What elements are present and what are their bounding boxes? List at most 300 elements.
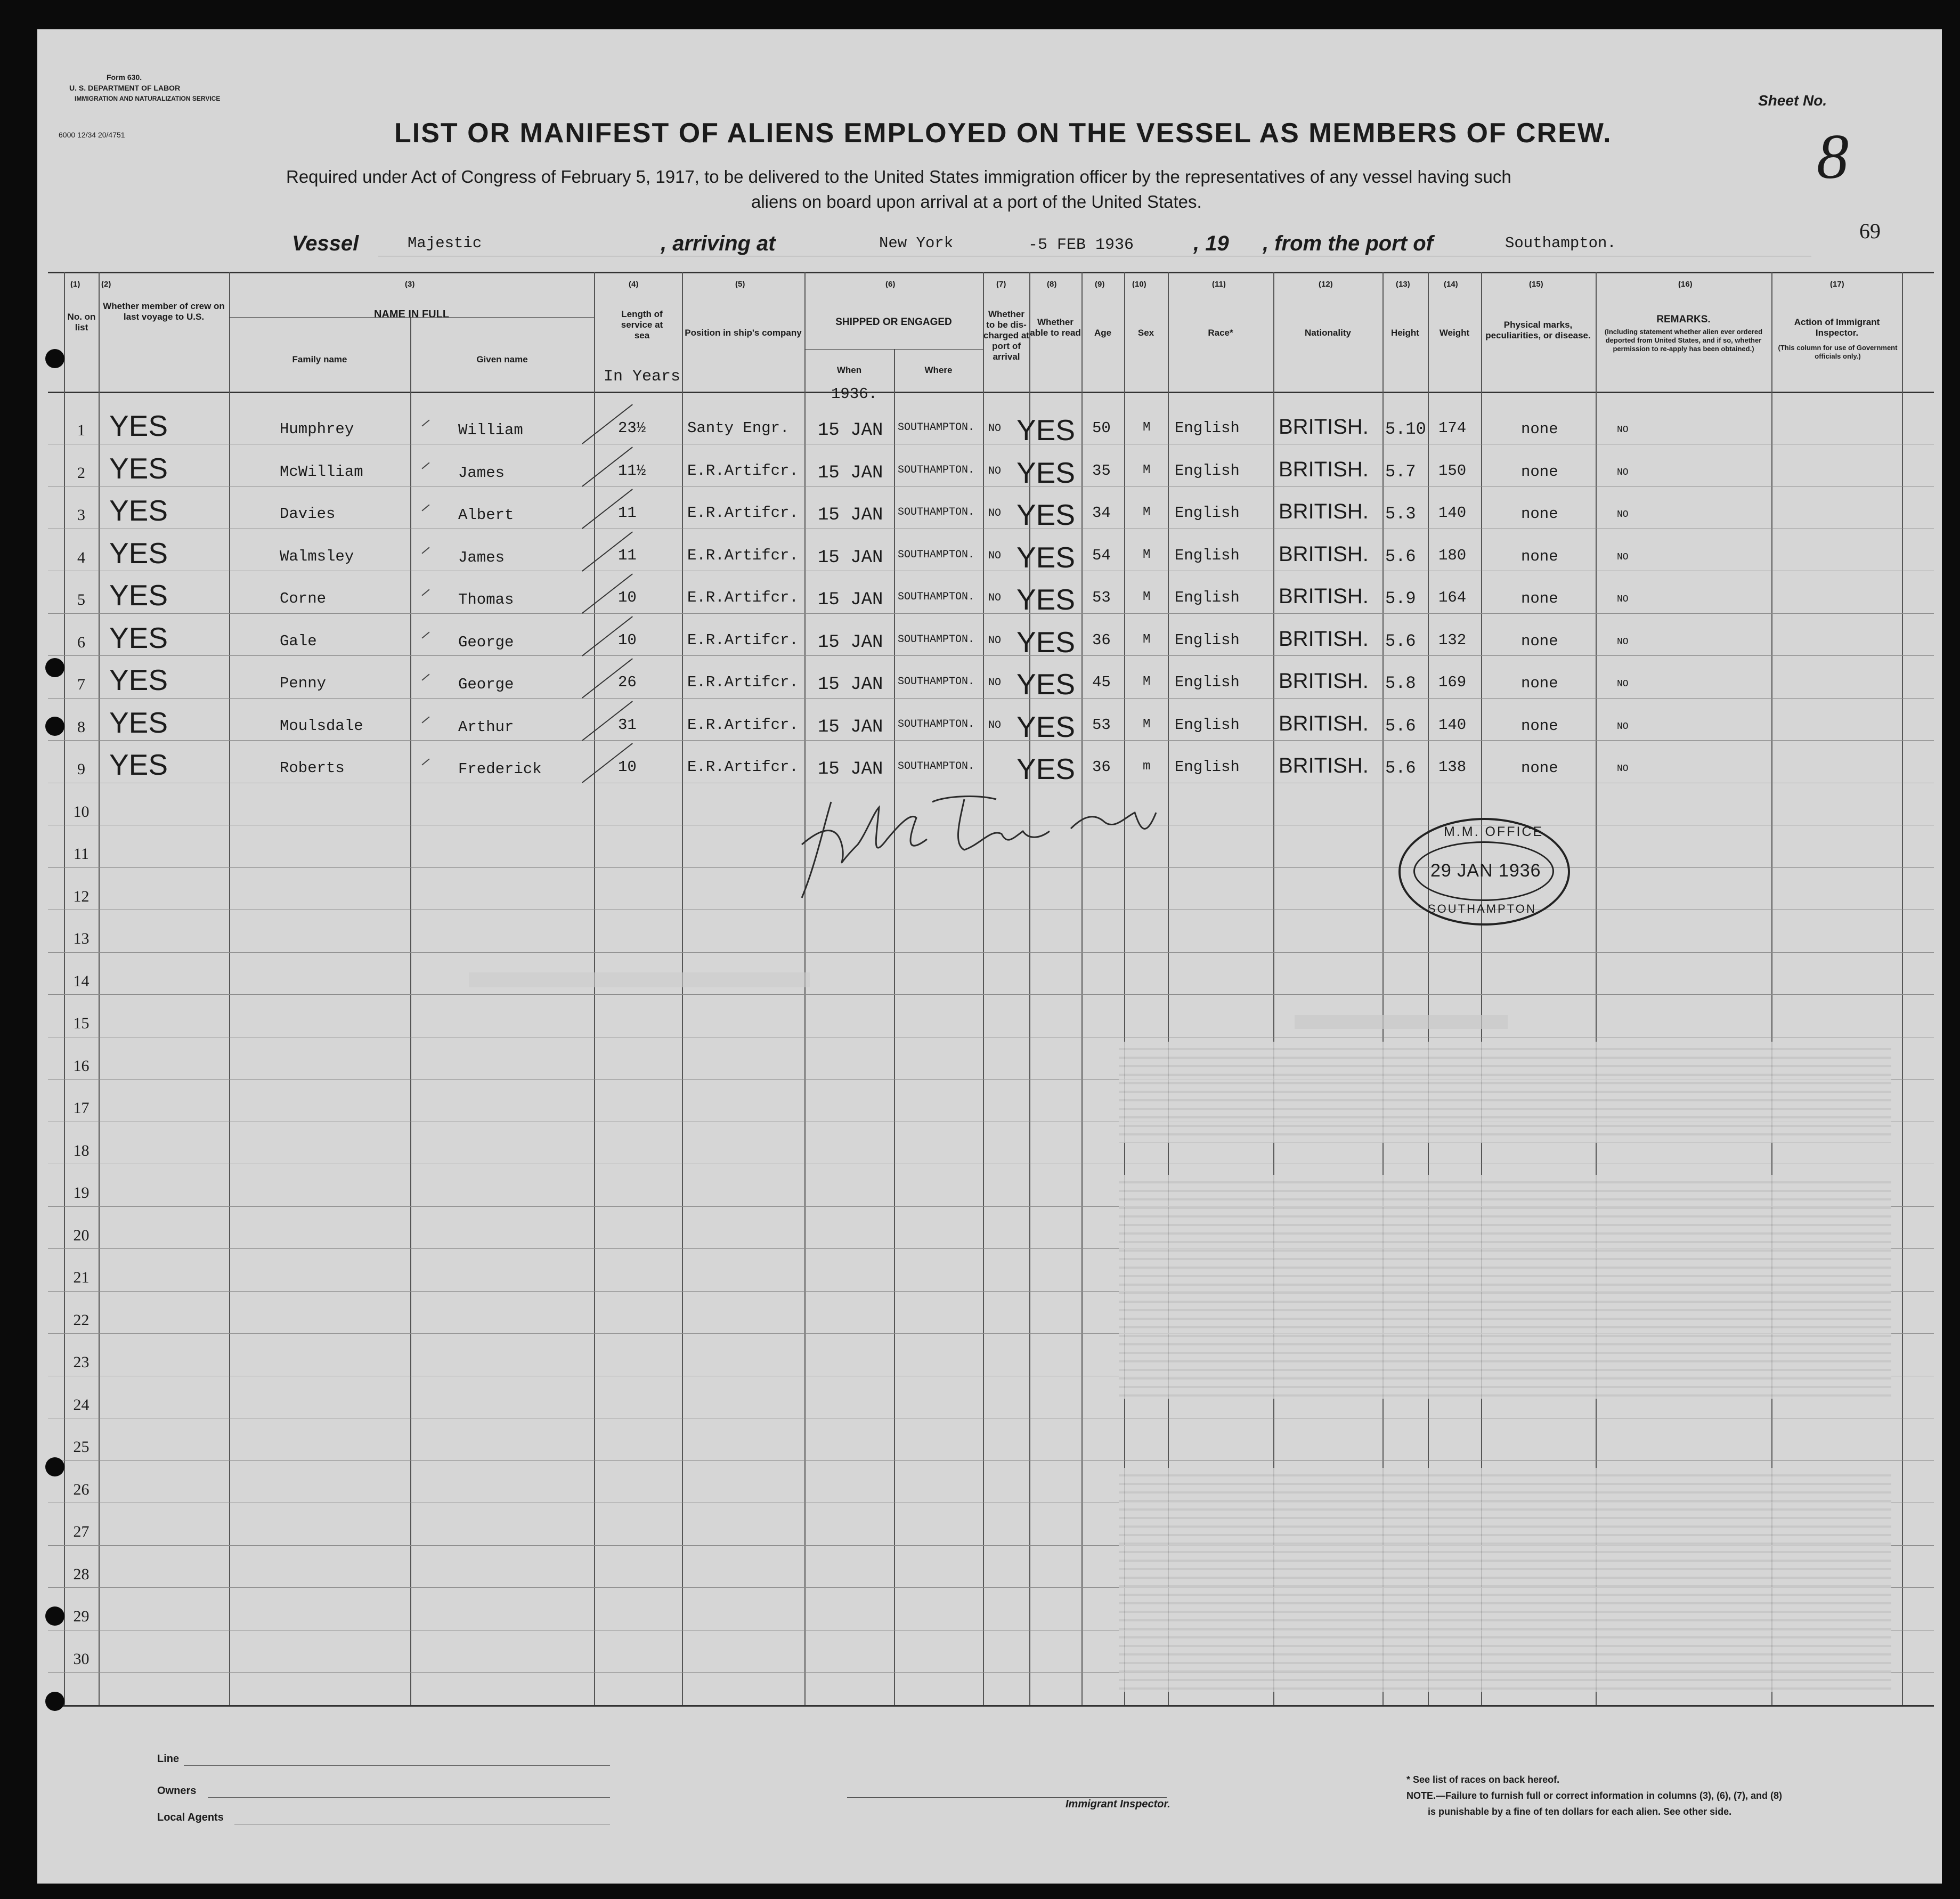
row-number: 29 (73, 1608, 90, 1625)
row-number: 30 (73, 1650, 90, 1668)
crew-position: Santy Engr. (687, 419, 790, 437)
crew-given-name: George (458, 676, 514, 693)
office-stamp (1398, 818, 1569, 924)
crew-discharge: NO (988, 423, 1002, 435)
crew-nationality: BRITISH. (1279, 542, 1369, 566)
crew-service-years: 11 (618, 546, 637, 564)
crew-prior-voyage: YES (109, 663, 168, 696)
crew-age: 50 (1092, 419, 1111, 437)
crew-given-name: William (458, 421, 523, 439)
row-number: 22 (73, 1311, 90, 1329)
crew-height: 5.6 (1385, 631, 1416, 651)
crew-shipped-where: SOUTHAMPTON. (898, 718, 975, 731)
crew-given-name: Frederick (458, 760, 542, 778)
crew-nationality: BRITISH. (1279, 754, 1369, 777)
col-header-inspector-note: (This column for use of Government officials only.) (1778, 344, 1898, 360)
col-divider-1 (99, 272, 100, 1705)
crew-weight: 169 (1438, 673, 1467, 691)
col-header-remarks-note: (Including statement whether alien ever ordered deported from United States, and if so, whether permission to re-apply has been obtained.) (1604, 328, 1763, 353)
punch-hole (45, 1692, 64, 1711)
row-number: 9 (77, 760, 85, 778)
crew-remarks: NO (1617, 551, 1629, 563)
crew-prior-voyage: YES (109, 451, 168, 485)
crew-able-to-read: YES (1016, 413, 1076, 447)
crew-service-years: 10 (618, 758, 637, 776)
crew-remarks: NO (1617, 721, 1629, 732)
crew-sex: m (1143, 759, 1151, 774)
row-number: 12 (73, 887, 90, 905)
footer-note-fine-2: is punishable by a fine of ten dollars for each alien. See other side. (1428, 1806, 1732, 1817)
crew-shipped-when: 15 JAN (818, 547, 883, 568)
crew-sex: M (1143, 632, 1151, 647)
crew-weight: 164 (1438, 589, 1467, 606)
inspector-signature (772, 781, 1199, 919)
crew-service-years: 31 (618, 716, 637, 734)
crew-shipped-when: 15 JAN (818, 717, 883, 737)
crew-race: English (1175, 716, 1240, 734)
col-num-10: (10) (1132, 280, 1146, 289)
col-header-discharge: Whether to be dis-charged at port of arrival (983, 309, 1029, 362)
crew-physical-marks: none (1521, 420, 1558, 438)
shipped-year: 1936. (831, 385, 878, 403)
crew-sex: M (1143, 547, 1151, 562)
col-num-6: (6) (885, 280, 896, 289)
col-header-inspector: Action of Immigrant Inspector. (1794, 317, 1880, 338)
crew-physical-marks: none (1521, 462, 1558, 481)
crew-remarks: NO (1617, 636, 1629, 647)
crew-shipped-when: 15 JAN (818, 505, 883, 525)
col-divider-4 (594, 272, 595, 1705)
row-rule (48, 613, 1934, 614)
col-num-11: (11) (1212, 280, 1226, 289)
col-header-weight: Weight (1439, 328, 1470, 338)
crew-discharge: NO (988, 634, 1002, 647)
crew-remarks: NO (1617, 509, 1629, 520)
vessel-name: Majestic (408, 234, 482, 252)
row-rule (48, 740, 1934, 741)
crew-shipped-where: SOUTHAMPTON. (898, 591, 975, 603)
crew-service-years: 10 (618, 631, 637, 649)
crew-age: 53 (1092, 589, 1111, 606)
col-divider-19 (1902, 272, 1903, 1705)
row-number: 23 (73, 1353, 90, 1371)
stamp-top-text: M.M. OFFICE (1444, 824, 1544, 839)
col-num-12: (12) (1319, 280, 1333, 289)
tick-mark (421, 547, 429, 554)
crew-position: E.R.Artifcr. (687, 461, 799, 480)
crew-family-name: Roberts (280, 759, 345, 777)
col-num-5: (5) (735, 280, 745, 289)
col-header-number: No. on list (67, 312, 96, 332)
punch-hole (45, 349, 64, 368)
crew-family-name: Gale (280, 632, 317, 650)
crew-sex: M (1143, 675, 1151, 689)
crew-race: English (1175, 589, 1240, 606)
col-num-17: (17) (1830, 280, 1844, 289)
col-header-sex: Sex (1137, 328, 1154, 338)
crew-physical-marks: none (1521, 505, 1558, 523)
crew-height: 5.6 (1385, 716, 1416, 736)
col-header-service: Length of service at sea (621, 309, 663, 340)
crew-height: 5.6 (1385, 758, 1416, 778)
crew-position: E.R.Artifcr. (687, 546, 799, 564)
crew-sex: M (1143, 717, 1151, 732)
crew-prior-voyage: YES (109, 621, 168, 654)
crew-age: 36 (1092, 758, 1111, 776)
crew-nationality: BRITISH. (1279, 711, 1369, 735)
crew-age: 35 (1092, 461, 1111, 480)
crew-able-to-read: YES (1016, 668, 1076, 701)
row-number: 1 (77, 421, 85, 439)
crew-sex: M (1143, 505, 1151, 520)
col-header-marks: Physical marks, peculiarities, or disease. (1485, 320, 1591, 340)
punch-hole (45, 1606, 64, 1626)
crew-able-to-read: YES (1016, 710, 1076, 743)
crew-shipped-when: 15 JAN (818, 590, 883, 610)
service-unit: In Years (604, 368, 681, 386)
row-number: 17 (73, 1099, 90, 1117)
crew-position: E.R.Artifcr. (687, 673, 799, 691)
crew-shipped-when: 15 JAN (818, 675, 883, 695)
crew-height: 5.6 (1385, 546, 1416, 566)
footer-note-fine: NOTE.—Failure to furnish full or correct information in columns (3), (6), (7), and (8) (1406, 1790, 1783, 1801)
crew-family-name: McWilliam (280, 462, 363, 481)
crew-remarks: NO (1617, 594, 1629, 605)
col-header-remarks: REMARKS. (1656, 314, 1711, 325)
crew-physical-marks: none (1521, 717, 1558, 735)
col-num-1: (1) (70, 280, 80, 289)
footer-note-races: * See list of races on back hereof. (1406, 1774, 1560, 1785)
row-number: 13 (73, 930, 90, 947)
sheet-corner-number: 69 (1859, 219, 1881, 243)
col-divider-3 (410, 317, 411, 1705)
bleed-through-text-2 (1119, 1175, 1891, 1399)
crew-family-name: Humphrey (280, 420, 354, 438)
crew-prior-voyage: YES (109, 409, 168, 442)
col-header-read: Whether able to read (1030, 317, 1081, 338)
sheet-label: Sheet No. (1758, 92, 1827, 109)
crew-weight: 140 (1438, 504, 1467, 522)
crew-weight: 132 (1438, 631, 1467, 649)
tick-mark (421, 716, 429, 723)
col-num-16: (16) (1678, 280, 1693, 289)
col-divider-6 (804, 272, 806, 1705)
row-number: 15 (73, 1015, 90, 1032)
crew-weight: 138 (1438, 758, 1467, 776)
sheet-number: 8 (1817, 121, 1849, 192)
row-number: 3 (77, 506, 85, 524)
arriving-label: , arriving at (661, 232, 776, 255)
crew-remarks: NO (1617, 425, 1629, 435)
crew-age: 45 (1092, 673, 1111, 691)
crew-able-to-read: YES (1016, 540, 1076, 574)
crew-able-to-read: YES (1016, 752, 1076, 785)
crew-physical-marks: none (1521, 632, 1558, 650)
col-header-height: Height (1391, 328, 1419, 338)
crew-sex: M (1143, 462, 1151, 477)
crew-nationality: BRITISH. (1279, 669, 1369, 693)
crew-shipped-when: 15 JAN (818, 759, 883, 780)
crew-nationality: BRITISH. (1279, 585, 1369, 608)
crew-position: E.R.Artifcr. (687, 758, 799, 776)
col-header-when: When (836, 365, 862, 375)
stamp-bottom-text: SOUTHAMPTON (1428, 902, 1536, 915)
crew-race: English (1175, 631, 1240, 649)
table-top-border (48, 272, 1934, 273)
crew-remarks: NO (1617, 679, 1629, 689)
form-number: Form 630. (107, 73, 142, 82)
footer-line-label: Line (157, 1753, 180, 1765)
crew-age: 53 (1092, 716, 1111, 734)
crew-position: E.R.Artifcr. (687, 716, 799, 734)
year-label: , 19 (1193, 232, 1229, 255)
crew-physical-marks: none (1521, 547, 1558, 565)
crew-position: E.R.Artifcr. (687, 504, 799, 522)
col-header-race: Race* (1208, 328, 1233, 338)
col-num-15: (15) (1529, 280, 1543, 289)
crew-weight: 140 (1438, 716, 1467, 734)
crew-discharge: NO (988, 549, 1002, 562)
manifest-title: LIST OR MANIFEST OF ALIENS EMPLOYED ON THE VESSEL AS MEMBERS OF CREW. (394, 118, 1612, 149)
crew-nationality: BRITISH. (1279, 457, 1369, 481)
arrival-date-stamp: -5 FEB 1936 (1028, 236, 1134, 254)
crew-height: 5.3 (1385, 504, 1416, 524)
crew-given-name: James (458, 464, 505, 482)
crew-given-name: George (458, 633, 514, 651)
footer-inspector-label: Immigrant Inspector. (1066, 1798, 1170, 1810)
crew-race: English (1175, 758, 1240, 776)
col-num-7: (7) (996, 280, 1006, 289)
col-num-3: (3) (405, 280, 415, 289)
crew-prior-voyage: YES (109, 536, 168, 570)
row-number: 26 (73, 1480, 90, 1498)
crew-discharge: NO (988, 677, 1002, 689)
crew-race: English (1175, 546, 1240, 564)
row-number: 4 (77, 548, 85, 566)
tick-mark (421, 631, 429, 638)
crew-service-years: 11 (618, 504, 637, 522)
row-rule (48, 994, 1934, 995)
row-number: 8 (77, 718, 85, 736)
footer-line-blank (184, 1765, 610, 1766)
crew-weight: 180 (1438, 546, 1467, 564)
stamp-date: 29 JAN 1936 (1430, 861, 1541, 881)
crew-race: English (1175, 419, 1240, 437)
crew-given-name: Arthur (458, 718, 514, 736)
col-header-name: NAME IN FULL (373, 309, 450, 320)
crew-discharge: NO (988, 465, 1002, 477)
punch-hole (45, 1457, 64, 1476)
crew-sex: M (1143, 420, 1151, 435)
crew-physical-marks: none (1521, 590, 1558, 607)
crew-prior-voyage: YES (109, 748, 168, 781)
col-num-14: (14) (1444, 280, 1458, 289)
service-name: IMMIGRATION AND NATURALIZATION SERVICE (75, 95, 221, 102)
bleed-through-heading (469, 972, 810, 987)
inspector-sign-line (847, 1797, 1167, 1798)
punch-hole (45, 658, 64, 677)
arrival-port: New York (879, 234, 954, 252)
crew-shipped-where: SOUTHAMPTON. (898, 760, 975, 773)
crew-nationality: BRITISH. (1279, 500, 1369, 523)
crew-able-to-read: YES (1016, 625, 1076, 659)
crew-discharge: NO (988, 507, 1002, 520)
col-num-8: (8) (1047, 280, 1057, 289)
row-number: 2 (77, 464, 85, 482)
row-number: 24 (73, 1395, 90, 1414)
shipped-header-divider (804, 349, 983, 350)
col-num-2: (2) (101, 280, 111, 289)
row-number: 5 (77, 591, 85, 608)
row-number: 27 (73, 1523, 90, 1540)
crew-shipped-where: SOUTHAMPTON. (898, 633, 975, 646)
crew-shipped-where: SOUTHAMPTON. (898, 548, 975, 561)
crew-race: English (1175, 461, 1240, 480)
vessel-label: Vessel (292, 232, 359, 255)
crew-able-to-read: YES (1016, 456, 1076, 489)
col-header-position: Position in ship's company (685, 328, 802, 338)
bleed-through-notice (1295, 1015, 1508, 1029)
col-header-shipped: SHIPPED OR ENGAGED (835, 316, 952, 328)
crew-weight: 150 (1438, 461, 1467, 480)
row-number: 11 (74, 845, 89, 863)
row-number: 6 (77, 633, 85, 651)
crew-physical-marks: none (1521, 675, 1558, 692)
row-number: 19 (73, 1184, 90, 1202)
footer-owners-blank (208, 1797, 610, 1798)
col-header-where: Where (924, 365, 953, 375)
row-number: 10 (73, 802, 90, 821)
col-divider-7 (894, 349, 895, 1705)
crew-able-to-read: YES (1016, 498, 1076, 531)
col-divider-10 (1081, 272, 1083, 1705)
department-name: U. S. DEPARTMENT OF LABOR (69, 84, 181, 92)
crew-prior-voyage: YES (109, 579, 168, 612)
row-number: 14 (73, 972, 90, 990)
row-rule (48, 698, 1934, 699)
col-header-prior-voyage: Whether member of crew on last voyage to U.S. (103, 301, 225, 322)
col-header-given-name: Given name (476, 354, 528, 364)
row-number: 21 (73, 1269, 90, 1286)
crew-discharge: NO (988, 592, 1002, 604)
crew-discharge: NO (988, 719, 1002, 732)
row-number: 20 (73, 1226, 90, 1244)
col-divider-5 (682, 272, 683, 1705)
crew-shipped-when: 15 JAN (818, 632, 883, 653)
crew-family-name: Penny (280, 675, 327, 692)
col-divider-8 (983, 272, 984, 1705)
tick-mark (421, 462, 429, 469)
tick-mark (421, 758, 429, 765)
crew-age: 34 (1092, 504, 1111, 522)
row-rule (48, 1460, 1934, 1461)
row-number: 16 (73, 1057, 90, 1075)
table-bottom-border (48, 1705, 1934, 1707)
crew-shipped-where: SOUTHAMPTON. (898, 506, 975, 518)
print-code: 6000 12/34 20/4751 (59, 131, 125, 139)
col-header-age: Age (1094, 328, 1112, 338)
crew-service-years: 26 (618, 673, 637, 691)
crew-sex: M (1143, 590, 1151, 604)
tick-mark (421, 673, 429, 680)
crew-height: 5.10 (1385, 419, 1426, 439)
crew-service-years: 10 (618, 589, 637, 606)
crew-height: 5.8 (1385, 673, 1416, 693)
crew-service-years: 11½ (618, 461, 646, 480)
crew-service-years: 23½ (618, 419, 646, 437)
row-number: 18 (73, 1141, 90, 1159)
crew-age: 54 (1092, 546, 1111, 564)
col-header-family-name: Family name (292, 354, 347, 364)
crew-family-name: Walmsley (280, 547, 354, 565)
crew-height: 5.9 (1385, 589, 1416, 608)
crew-family-name: Moulsdale (280, 717, 363, 735)
crew-position: E.R.Artifcr. (687, 631, 799, 649)
crew-weight: 174 (1438, 419, 1467, 437)
col-header-nationality: Nationality (1305, 328, 1351, 338)
crew-remarks: NO (1617, 764, 1629, 774)
manifest-subtitle-2: aliens on board upon arrival at a port of the United States. (751, 192, 1202, 212)
col-divider-2 (229, 272, 230, 1705)
crew-shipped-where: SOUTHAMPTON. (898, 421, 975, 434)
crew-prior-voyage: YES (109, 705, 168, 739)
bleed-through-text-1 (1119, 1042, 1891, 1143)
footer-owners-label: Owners (157, 1785, 197, 1797)
departure-port: Southampton. (1505, 234, 1616, 252)
row-number: 28 (73, 1565, 90, 1583)
row-rule (48, 952, 1934, 953)
footer-agents-label: Local Agents (157, 1812, 224, 1823)
header-bottom-border (48, 392, 1934, 393)
crew-prior-voyage: YES (109, 494, 168, 527)
crew-position: E.R.Artifcr. (687, 589, 799, 606)
crew-race: English (1175, 504, 1240, 522)
row-number: 7 (77, 676, 85, 693)
crew-shipped-where: SOUTHAMPTON. (898, 676, 975, 688)
tick-mark (421, 504, 429, 511)
crew-given-name: James (458, 548, 505, 566)
crew-given-name: Thomas (458, 591, 514, 608)
crew-height: 5.7 (1385, 461, 1416, 482)
manifest-sheet (37, 29, 1942, 1884)
col-divider-0 (64, 272, 65, 1705)
row-number: 25 (73, 1438, 90, 1456)
manifest-subtitle: Required under Act of Congress of February 5, 1917, to be delivered to the United States immigration officer by the representatives of any vessel having such (286, 167, 1511, 186)
col-num-9: (9) (1095, 280, 1105, 289)
crew-race: English (1175, 673, 1240, 691)
crew-nationality: BRITISH. (1279, 415, 1369, 439)
bleed-through-text-3 (1119, 1468, 1891, 1692)
crew-family-name: Davies (280, 505, 336, 523)
crew-able-to-read: YES (1016, 583, 1076, 616)
col-num-13: (13) (1396, 280, 1410, 289)
crew-age: 36 (1092, 631, 1111, 649)
punch-hole (45, 717, 64, 736)
tick-mark (421, 419, 429, 426)
crew-shipped-where: SOUTHAMPTON. (898, 464, 975, 476)
col-num-4: (4) (629, 280, 639, 289)
crew-physical-marks: none (1521, 759, 1558, 777)
crew-given-name: Albert (458, 506, 514, 524)
row-rule (48, 655, 1934, 656)
from-port-label: , from the port of (1263, 232, 1433, 255)
crew-shipped-when: 15 JAN (818, 462, 883, 483)
crew-nationality: BRITISH. (1279, 627, 1369, 651)
crew-family-name: Corne (280, 590, 327, 607)
crew-shipped-when: 15 JAN (818, 420, 883, 441)
tick-mark (421, 589, 429, 596)
crew-remarks: NO (1617, 467, 1629, 478)
